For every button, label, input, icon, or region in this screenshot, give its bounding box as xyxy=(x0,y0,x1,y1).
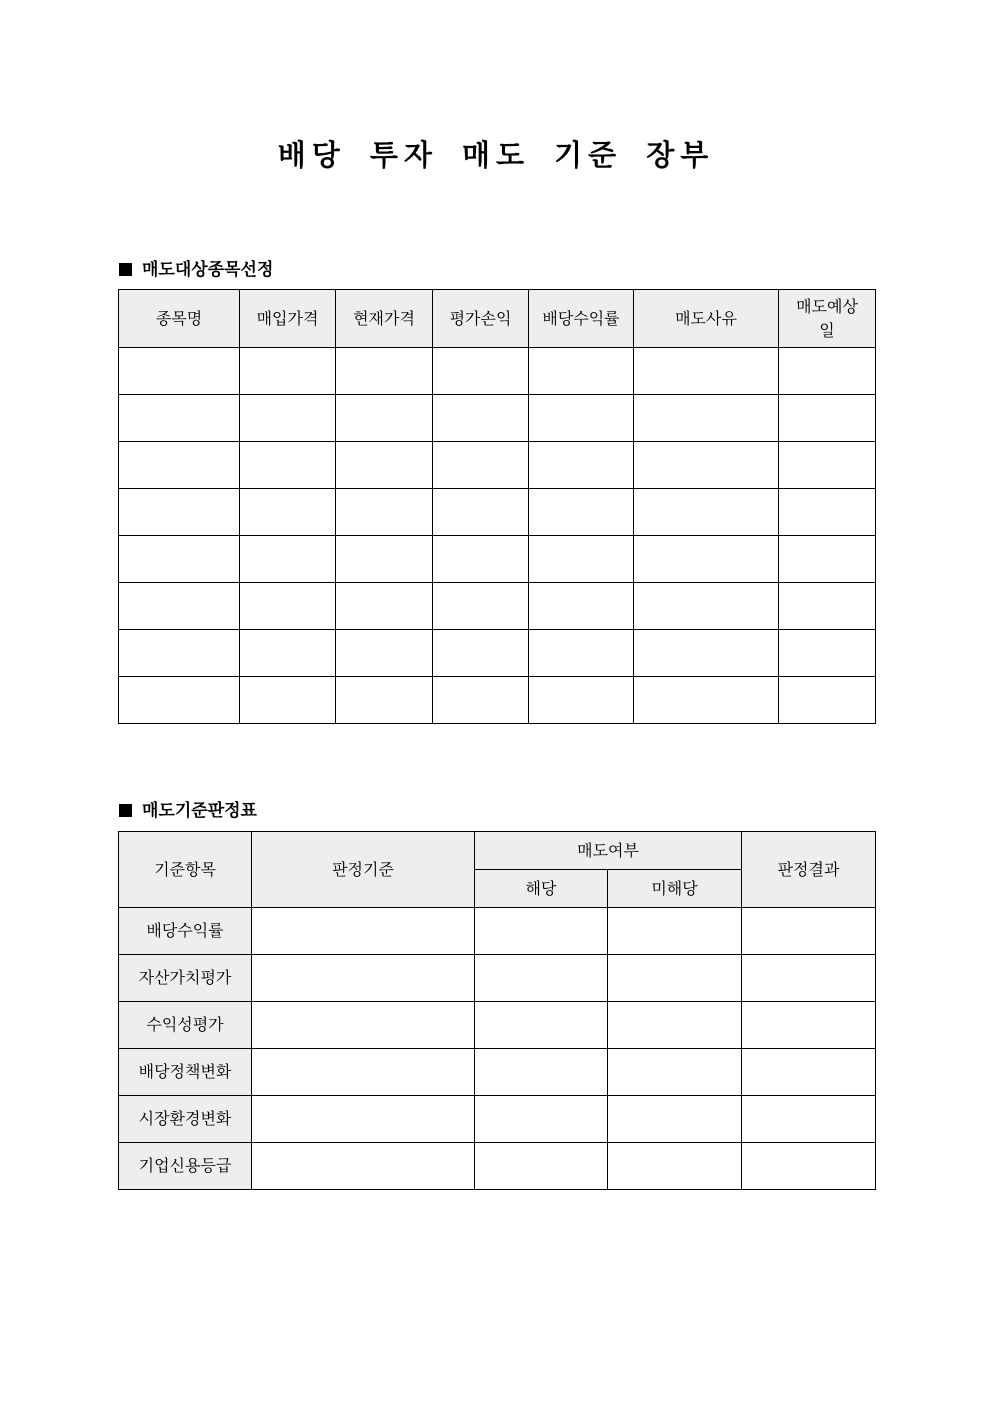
table-row xyxy=(119,536,876,583)
table-cell[interactable] xyxy=(336,677,433,724)
table-cell-result[interactable] xyxy=(742,1002,876,1049)
table-cell[interactable] xyxy=(336,395,433,442)
column-header: 매입가격 xyxy=(240,290,336,348)
table-cell[interactable] xyxy=(634,489,779,536)
table-cell[interactable] xyxy=(779,442,876,489)
table-cell[interactable] xyxy=(433,630,529,677)
section-heading-sell-targets xyxy=(119,255,273,280)
table-cell-not-applicable[interactable] xyxy=(608,1143,742,1190)
table-cell-result[interactable] xyxy=(742,908,876,955)
table-cell[interactable] xyxy=(779,677,876,724)
table-cell[interactable] xyxy=(119,630,240,677)
square-bullet-icon xyxy=(119,263,132,276)
table-cell[interactable] xyxy=(529,348,634,395)
column-header: 평가손익 xyxy=(433,290,529,348)
table-cell[interactable] xyxy=(634,677,779,724)
table-cell[interactable] xyxy=(529,489,634,536)
table-cell-applicable[interactable] xyxy=(475,1002,608,1049)
table-cell[interactable] xyxy=(433,489,529,536)
table-row xyxy=(119,1049,876,1096)
column-header: 해당 xyxy=(475,870,608,908)
table-cell[interactable] xyxy=(433,536,529,583)
column-header: 판정기준 xyxy=(252,832,475,908)
row-label: 시장환경변화 xyxy=(119,1096,252,1143)
row-label: 배당수익률 xyxy=(119,908,252,955)
table-cell-applicable[interactable] xyxy=(475,908,608,955)
section-heading-label: 매도대상종목선정 xyxy=(142,260,274,280)
table-cell[interactable] xyxy=(779,630,876,677)
table-cell[interactable] xyxy=(240,348,336,395)
column-header: 기준항목 xyxy=(119,832,252,908)
table-cell[interactable] xyxy=(529,536,634,583)
row-label: 기업신용등급 xyxy=(119,1143,252,1190)
table-cell[interactable] xyxy=(529,630,634,677)
table-row xyxy=(119,442,876,489)
table-cell[interactable] xyxy=(634,348,779,395)
table-cell[interactable] xyxy=(779,489,876,536)
table-cell-criteria[interactable] xyxy=(252,1049,475,1096)
table-cell[interactable] xyxy=(336,536,433,583)
table-cell[interactable] xyxy=(433,348,529,395)
table-cell[interactable] xyxy=(529,677,634,724)
table-cell[interactable] xyxy=(336,348,433,395)
table-cell-result[interactable] xyxy=(742,955,876,1002)
table-row xyxy=(119,583,876,630)
page-title: 배당 투자 매도 기준 장부 xyxy=(277,138,715,172)
table-header-row xyxy=(119,290,876,348)
table-header-row xyxy=(119,832,876,870)
table-cell-criteria[interactable] xyxy=(252,1096,475,1143)
table-cell[interactable] xyxy=(336,630,433,677)
table-cell-result[interactable] xyxy=(742,1096,876,1143)
table-cell[interactable] xyxy=(634,536,779,583)
column-header: 판정결과 xyxy=(742,832,876,908)
table-cell-not-applicable[interactable] xyxy=(608,1049,742,1096)
table-row xyxy=(119,955,876,1002)
table-cell[interactable] xyxy=(240,395,336,442)
table-row xyxy=(119,489,876,536)
table-cell-criteria[interactable] xyxy=(252,908,475,955)
table-cell-not-applicable[interactable] xyxy=(608,1096,742,1143)
column-header: 배당수익률 xyxy=(529,290,634,348)
column-header: 매도여부 xyxy=(475,832,742,870)
table-cell[interactable] xyxy=(779,348,876,395)
table-cell[interactable] xyxy=(336,489,433,536)
table-cell-result[interactable] xyxy=(742,1049,876,1096)
table-cell-applicable[interactable] xyxy=(475,1143,608,1190)
table-row xyxy=(119,1002,876,1049)
table-cell-applicable[interactable] xyxy=(475,955,608,1002)
table-cell[interactable] xyxy=(119,348,240,395)
column-header: 매도예상 일 xyxy=(779,290,876,348)
column-header: 미해당 xyxy=(608,870,742,908)
table-cell[interactable] xyxy=(240,677,336,724)
table-cell[interactable] xyxy=(433,583,529,630)
table-cell[interactable] xyxy=(529,395,634,442)
table-cell[interactable] xyxy=(529,442,634,489)
table-cell-not-applicable[interactable] xyxy=(608,1002,742,1049)
table-cell[interactable] xyxy=(433,395,529,442)
table-cell[interactable] xyxy=(634,442,779,489)
square-bullet-icon xyxy=(119,804,132,817)
table-cell-applicable[interactable] xyxy=(475,1049,608,1096)
table-cell[interactable] xyxy=(336,583,433,630)
table-cell[interactable] xyxy=(119,583,240,630)
table-cell[interactable] xyxy=(634,583,779,630)
table-cell-criteria[interactable] xyxy=(252,1002,475,1049)
table-cell-not-applicable[interactable] xyxy=(608,955,742,1002)
table-cell[interactable] xyxy=(119,395,240,442)
table-cell[interactable] xyxy=(119,442,240,489)
table-row xyxy=(119,630,876,677)
table-cell[interactable] xyxy=(240,536,336,583)
table-cell-criteria[interactable] xyxy=(252,1143,475,1190)
sell-criteria-table xyxy=(118,831,876,1190)
table-cell[interactable] xyxy=(779,583,876,630)
table-cell[interactable] xyxy=(336,442,433,489)
table-cell[interactable] xyxy=(779,395,876,442)
table-cell-criteria[interactable] xyxy=(252,955,475,1002)
table-cell[interactable] xyxy=(119,677,240,724)
column-header: 매도사유 xyxy=(634,290,779,348)
table-row xyxy=(119,677,876,724)
table-row xyxy=(119,348,876,395)
table-cell-result[interactable] xyxy=(742,1143,876,1190)
table-row xyxy=(119,1143,876,1190)
table-row xyxy=(119,395,876,442)
row-label: 배당정책변화 xyxy=(119,1049,252,1096)
table-cell[interactable] xyxy=(119,536,240,583)
row-label: 자산가치평가 xyxy=(119,955,252,1002)
table-cell[interactable] xyxy=(240,442,336,489)
section-heading-label: 매도기준판정표 xyxy=(142,801,257,821)
table-cell[interactable] xyxy=(240,630,336,677)
section-heading-sell-criteria xyxy=(119,796,257,821)
column-header: 종목명 xyxy=(119,290,240,348)
table-cell-applicable[interactable] xyxy=(475,1096,608,1143)
column-header: 현재가격 xyxy=(336,290,433,348)
table-cell[interactable] xyxy=(240,583,336,630)
row-label: 수익성평가 xyxy=(119,1002,252,1049)
table-cell[interactable] xyxy=(433,677,529,724)
table-cell[interactable] xyxy=(529,583,634,630)
table-cell[interactable] xyxy=(240,489,336,536)
table-cell[interactable] xyxy=(634,630,779,677)
table-row xyxy=(119,1096,876,1143)
table-cell-not-applicable[interactable] xyxy=(608,908,742,955)
table-cell[interactable] xyxy=(433,442,529,489)
table-cell[interactable] xyxy=(779,536,876,583)
table-cell[interactable] xyxy=(119,489,240,536)
table-cell[interactable] xyxy=(634,395,779,442)
table-row xyxy=(119,908,876,955)
sell-target-table xyxy=(118,289,876,724)
